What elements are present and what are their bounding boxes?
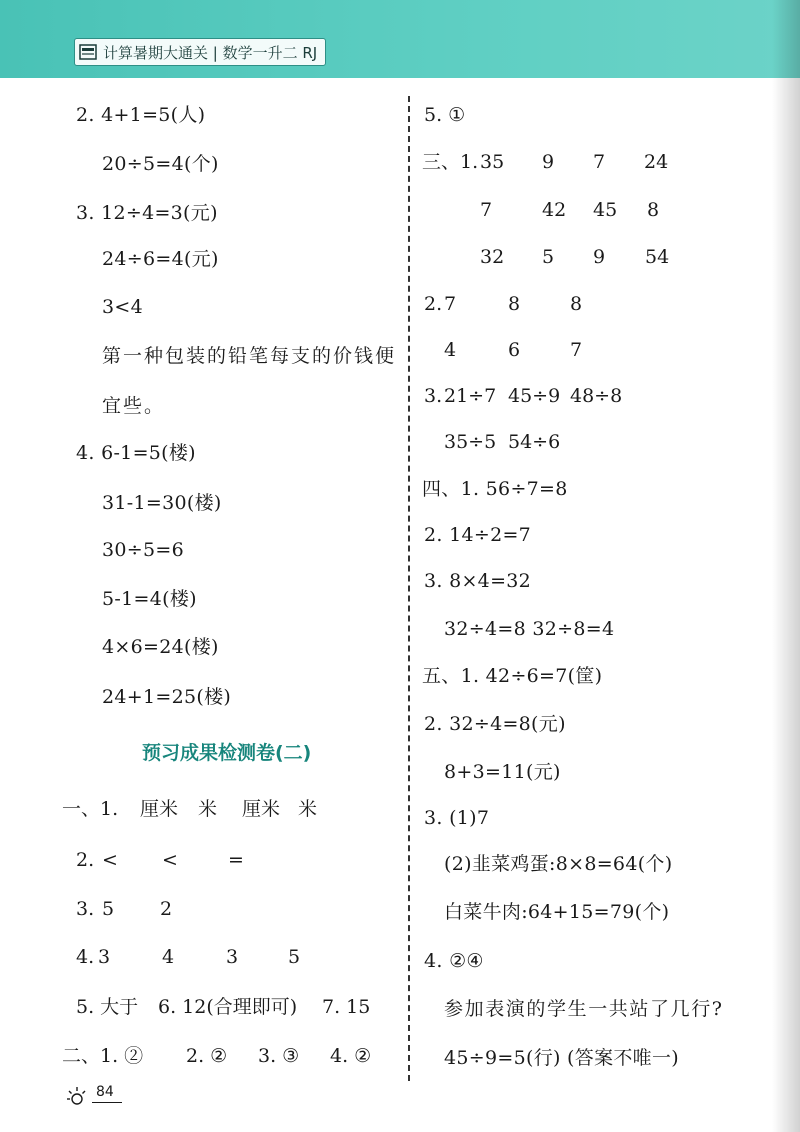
answer-line: 2. 4+1=5(人)	[76, 104, 206, 126]
answer-item: <	[102, 849, 118, 871]
answer-line: 24÷6=4(元)	[102, 248, 219, 270]
question-number: 4.	[76, 946, 95, 968]
answer-item: 8	[508, 293, 521, 315]
answer-item: 3. ③	[258, 1045, 300, 1067]
answer-line: 四、1. 56÷7=8	[422, 478, 568, 500]
book-title: 计算暑期大通关 | 数学一升二 RJ	[103, 43, 318, 62]
answer-line: 30÷5=6	[102, 539, 184, 561]
answer-line: 宜些。	[102, 395, 166, 417]
answer-item: 4. ②	[330, 1045, 372, 1067]
answer-item: 5	[102, 898, 115, 920]
question-number: 3.	[76, 898, 95, 920]
answer-line: 32÷4=8 32÷8=4	[444, 618, 615, 640]
section-title: 预习成果检测卷(二)	[142, 742, 312, 764]
answer-line: 白菜牛肉:64+15=79(个)	[444, 901, 670, 923]
answer-item: 35	[480, 151, 505, 173]
answer-item: 4	[162, 946, 175, 968]
answer-item: 7	[480, 199, 493, 221]
answer-item: 35÷5	[444, 431, 497, 453]
page-number-underline	[92, 1102, 122, 1103]
answer-line: 20÷5=4(个)	[102, 153, 219, 175]
answer-item: 5. 大于	[76, 996, 139, 1018]
page-edge-shadow	[772, 0, 800, 1132]
page-number: 84	[96, 1084, 114, 1100]
answer-line: 3. 8×4=32	[424, 570, 532, 592]
answer-item: 3	[98, 946, 111, 968]
answer-item: 2. ②	[186, 1045, 228, 1067]
answer-line: 24+1=25(楼)	[102, 686, 232, 708]
answer-item: 厘米	[242, 798, 281, 820]
answer-line: 2. 32÷4=8(元)	[424, 713, 566, 735]
question-number: 三、1.	[422, 151, 479, 173]
answer-line: 3<4	[102, 296, 143, 318]
answer-item: 7	[444, 293, 457, 315]
answer-line: 4. ②④	[424, 950, 484, 972]
answer-line: 2. 14÷2=7	[424, 524, 532, 546]
question-number: 2.	[424, 293, 443, 315]
answer-item: 4	[444, 339, 457, 361]
book-icon	[79, 44, 97, 60]
answer-line: 五、1. 42÷6=7(筐)	[422, 665, 603, 687]
answer-item: 7	[570, 339, 583, 361]
answer-item: 5	[288, 946, 301, 968]
answer-item: 9	[542, 151, 555, 173]
answer-item: 2	[160, 898, 173, 920]
answer-item: 米	[198, 798, 218, 820]
answer-item: 厘米	[140, 798, 179, 820]
answer-line: 4×6=24(楼)	[102, 636, 219, 658]
answer-item: 8	[647, 199, 660, 221]
answer-line: 3. 12÷4=3(元)	[76, 202, 218, 224]
answer-line: 5. ①	[424, 104, 466, 126]
answer-line: 第一种包装的铅笔每支的价钱便	[102, 345, 397, 367]
answer-line: 3. (1)7	[424, 807, 490, 829]
answer-item: 21÷7	[444, 385, 497, 407]
answer-item: 42	[542, 199, 567, 221]
answer-item: 7. 15	[322, 996, 371, 1018]
answer-item: 32	[480, 246, 505, 268]
answer-line: (2)韭菜鸡蛋:8×8=64(个)	[444, 853, 673, 875]
answer-item: 54÷6	[508, 431, 561, 453]
answer-item: 米	[298, 798, 318, 820]
answer-item: =	[228, 849, 244, 871]
column-divider	[408, 96, 410, 1081]
answer-line: 4. 6-1=5(楼)	[76, 442, 196, 464]
answer-item: <	[162, 849, 178, 871]
answer-item: 48÷8	[570, 385, 623, 407]
answer-item: 3	[226, 946, 239, 968]
answer-item: 9	[593, 246, 606, 268]
answer-item: 二、1. ②	[62, 1045, 144, 1067]
answer-item: 5	[542, 246, 555, 268]
answer-item: 8	[570, 293, 583, 315]
answer-item: 7	[593, 151, 606, 173]
answer-item: 6	[508, 339, 521, 361]
answer-item: 24	[644, 151, 669, 173]
answer-line: 31-1=30(楼)	[102, 492, 222, 514]
sun-icon	[64, 1084, 90, 1110]
question-number: 3.	[424, 385, 443, 407]
answer-line: 8+3=11(元)	[444, 761, 561, 783]
answer-item: 45÷9	[508, 385, 561, 407]
book-series-label	[74, 38, 326, 66]
answer-item: 6. 12(合理即可)	[158, 996, 298, 1018]
answer-item: 45	[593, 199, 618, 221]
question-number: 一、1.	[62, 798, 119, 820]
answer-line: 45÷9=5(行) (答案不唯一)	[444, 1047, 679, 1069]
question-number: 2.	[76, 849, 95, 871]
answer-line: 参加表演的学生一共站了几行?	[444, 998, 724, 1020]
answer-line: 5-1=4(楼)	[102, 588, 197, 610]
answer-item: 54	[645, 246, 670, 268]
